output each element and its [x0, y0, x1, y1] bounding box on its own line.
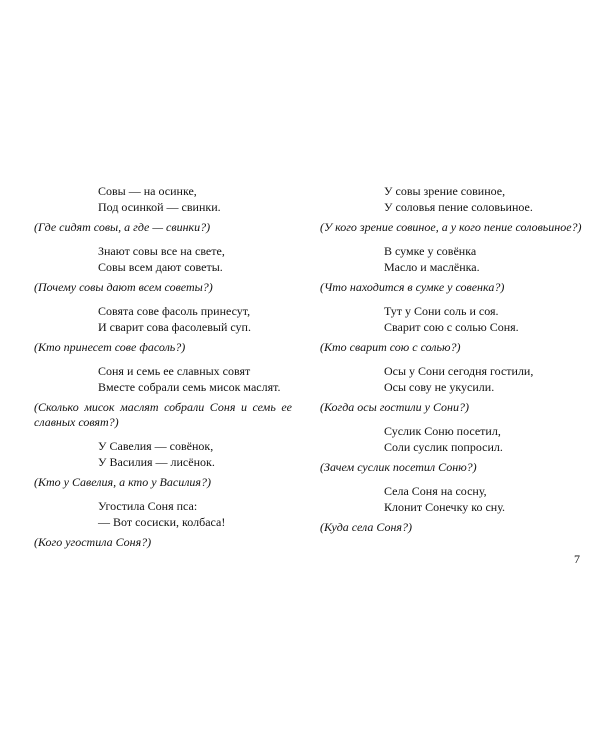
rhyme-line: Совята сове фасоль принесут,	[98, 304, 251, 318]
rhyme-line: У Савелия — совёнок,	[98, 439, 214, 453]
rhyme	[320, 363, 592, 395]
rhyme	[34, 243, 292, 275]
rhyme-line: Соли суслик попросил.	[384, 440, 503, 454]
rhyme-line: Села Соня на сосну,	[384, 484, 487, 498]
question: (Кто принесет сове фасоль?)	[34, 340, 186, 354]
question: (Что находится в сумке у совенка?)	[320, 280, 505, 294]
question: (Где сидят совы, а где — свинки?)	[34, 220, 211, 234]
question: (Кто сварит сою с солью?)	[320, 340, 461, 354]
rhyme-line: Масло и маслёнка.	[384, 260, 480, 274]
rhyme	[320, 423, 592, 455]
rhyme-line: Осы у Сони сегодня гостили,	[384, 364, 534, 378]
question: (У кого зрение совиное, а у кого пение соловьиное?)	[320, 220, 582, 234]
rhyme	[34, 438, 292, 470]
rhyme	[320, 183, 592, 215]
rhyme-line: Совы всем дают советы.	[98, 260, 223, 274]
rhyme-line: Тут у Сони соль и соя.	[384, 304, 499, 318]
left-column	[34, 183, 292, 558]
rhyme	[320, 243, 592, 275]
rhyme-line: Осы сову не укусили.	[384, 380, 495, 394]
rhyme	[34, 303, 292, 335]
rhyme-line: Вместе собрали семь мисок маслят.	[98, 380, 281, 394]
question: (Куда села Соня?)	[320, 520, 412, 534]
question: (Сколько мисок маслят собрали Соня и семь ее славных совят?)	[34, 400, 292, 429]
rhyme-line: Под осинкой — свинки.	[98, 200, 221, 214]
rhyme-line: Клонит Сонечку ко сну.	[384, 500, 505, 514]
rhyme-line: У соловья пение соловьиное.	[384, 200, 533, 214]
rhyme-line: У Василия — лисёнок.	[98, 455, 215, 469]
rhyme	[320, 483, 592, 515]
rhyme-line: — Вот сосиски, колбаса!	[98, 515, 226, 529]
rhyme	[34, 498, 292, 530]
rhyme-line: Суслик Соню посетил,	[384, 424, 501, 438]
question: (Зачем суслик посетил Соню?)	[320, 460, 477, 474]
rhyme-line: И сварит сова фасолевый суп.	[98, 320, 251, 334]
rhyme	[34, 183, 292, 215]
page-number: 7	[574, 552, 580, 566]
rhyme-line: У совы зрение совиное,	[384, 184, 506, 198]
question: (Кто у Савелия, а кто у Василия?)	[34, 475, 211, 489]
question: (Кого угостила Соня?)	[34, 535, 152, 549]
right-column	[320, 183, 592, 543]
rhyme-line: Угостила Соня пса:	[98, 499, 198, 513]
question: (Когда осы гостили у Сони?)	[320, 400, 469, 414]
rhyme	[34, 363, 292, 395]
rhyme-line: Соня и семь ее славных совят	[98, 364, 251, 378]
question: (Почему совы дают всем советы?)	[34, 280, 213, 294]
rhyme-line: Знают совы все на свете,	[98, 244, 225, 258]
rhyme-line: В сумке у совёнка	[384, 244, 477, 258]
rhyme-line: Сварит сою с солью Соня.	[384, 320, 519, 334]
rhyme-line: Совы — на осинке,	[98, 184, 197, 198]
rhyme	[320, 303, 592, 335]
